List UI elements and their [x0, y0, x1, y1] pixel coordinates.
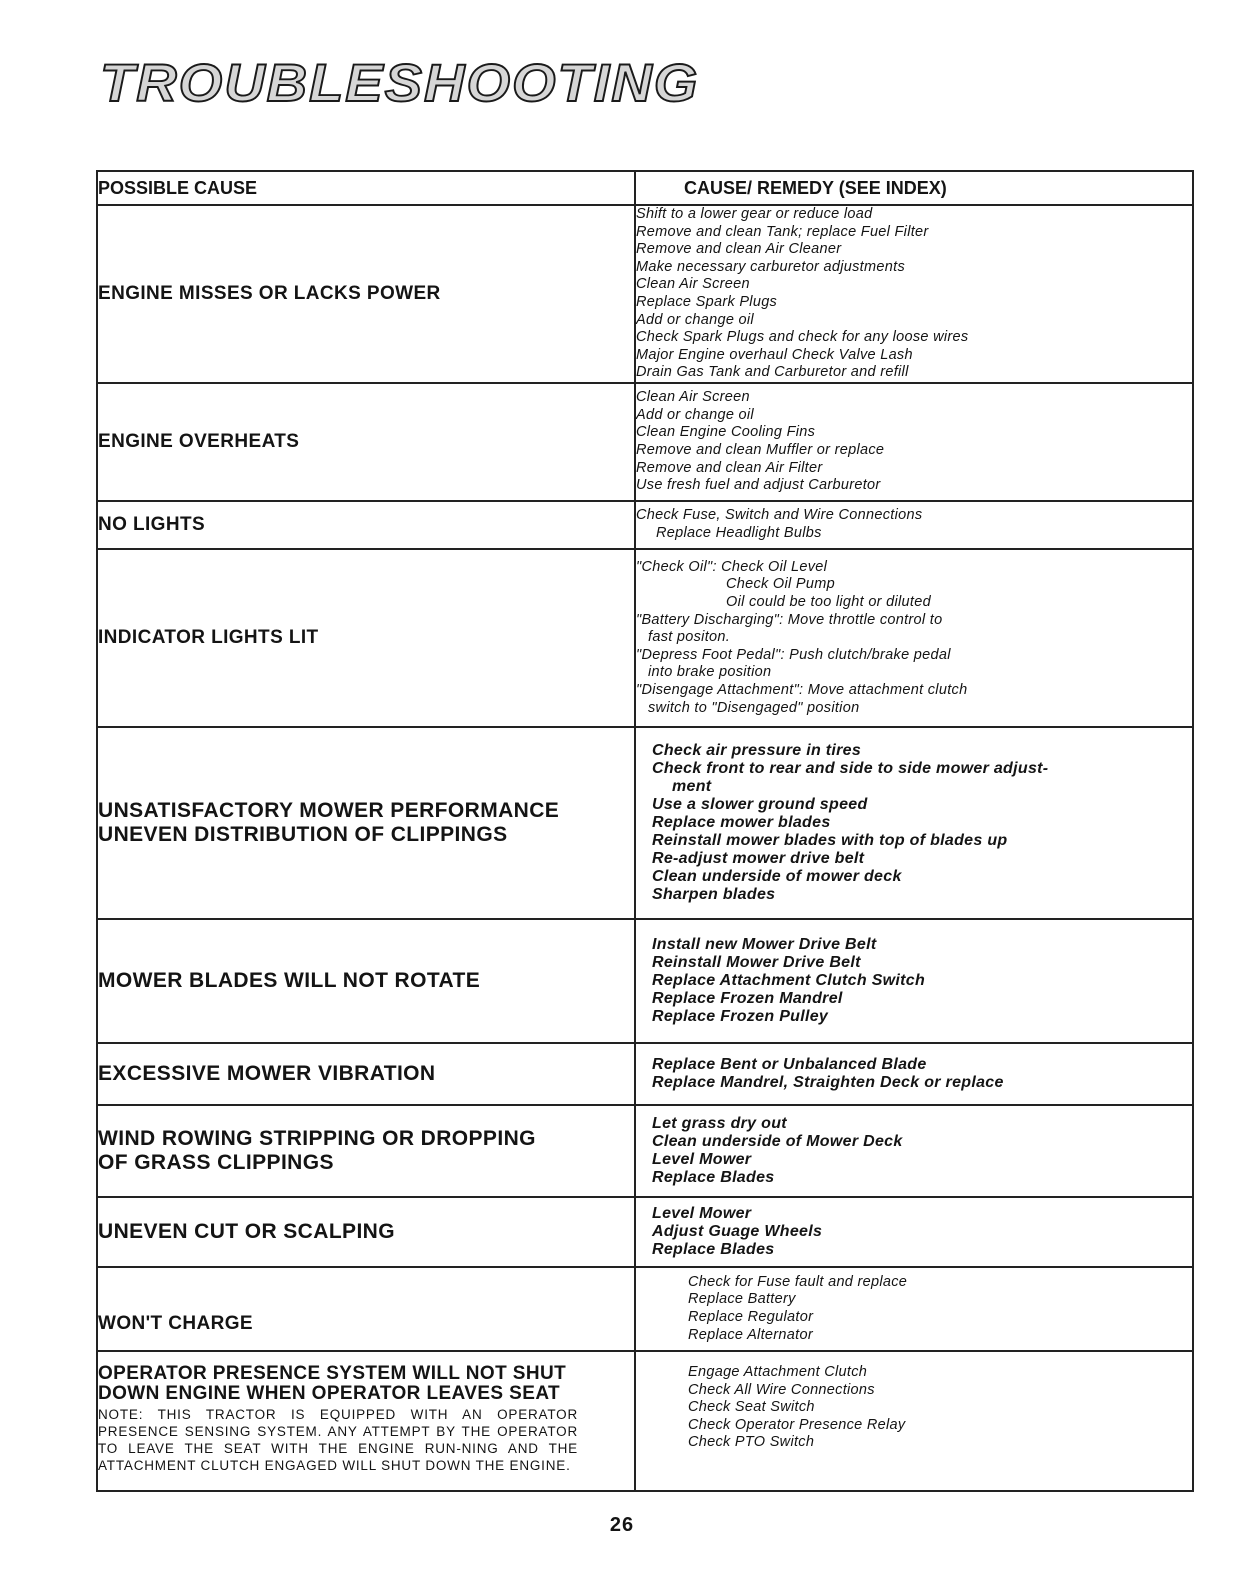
- cause-cell: ENGINE MISSES OR LACKS POWER: [97, 205, 635, 383]
- remedy-item: Replace Battery: [688, 1291, 796, 1308]
- cause-cell: MOWER BLADES WILL NOT ROTATE: [97, 919, 635, 1043]
- table-row: [97, 1197, 1193, 1267]
- remedy-cell: [635, 1267, 1193, 1351]
- cause-cell: [97, 1105, 635, 1197]
- remedy-cell: [635, 501, 1193, 549]
- cause-cell: ENGINE OVERHEATS: [97, 383, 635, 501]
- remedy-cell: [635, 1351, 1193, 1491]
- remedy-cell: [635, 727, 1193, 919]
- remedy-item: "Depress Foot Pedal": Push clutch/brake pedal: [636, 646, 951, 663]
- remedy-item: Replace Attachment Clutch Switch: [652, 972, 926, 989]
- cause-line: UNEVEN DISTRIBUTION OF CLIPPINGS: [98, 823, 508, 846]
- remedy-item: Check PTO Switch: [688, 1434, 815, 1451]
- remedy-cell: [635, 1105, 1193, 1197]
- table-row: [97, 383, 1193, 501]
- header-cause-remedy: CAUSE/ REMEDY (SEE INDEX): [635, 171, 1193, 205]
- remedy-item: Replace Spark Plugs: [636, 294, 778, 310]
- cause-cell: WON'T CHARGE: [97, 1267, 635, 1351]
- cause-line: OF GRASS CLIPPINGS: [98, 1151, 334, 1174]
- table-row: [97, 549, 1193, 727]
- remedy-item: Check Oil Pump: [726, 576, 835, 593]
- remedy-item: Replace Headlight Bulbs: [656, 525, 822, 541]
- remedy-item: Re-adjust mower drive belt: [652, 850, 865, 867]
- remedy-list: [652, 1056, 1192, 1092]
- remedy-item: Oil could be too light or diluted: [726, 594, 931, 611]
- cause-cell: INDICATOR LIGHTS LIT: [97, 549, 635, 727]
- remedy-item: Drain Gas Tank and Carburetor and refill: [636, 364, 909, 381]
- table-row: [97, 205, 1193, 383]
- remedy-item: Replace Bent or Unbalanced Blade: [652, 1056, 927, 1073]
- remedy-item: Replace Regulator: [688, 1309, 814, 1325]
- remedy-list: [652, 936, 1192, 1026]
- table-header-row: [97, 171, 1193, 205]
- remedy-list: [688, 1274, 1192, 1344]
- remedy-item: Check All Wire Connections: [688, 1381, 875, 1398]
- operator-presence-note: NOTE: THIS TRACTOR IS EQUIPPED WITH AN OPERATOR PRESENCE SENSING SYSTEM. ANY ATTEMPT BY THE OPERATOR TO LEAVE THE SEAT WITH THE ENGINE RUN-NING AND THE ATTACHMENT CLUTCH ENGAGED WILL SHUT DOWN THE ENGINE.: [98, 1407, 578, 1473]
- remedy-list: [636, 389, 1192, 495]
- remedy-item: Replace Alternator: [688, 1326, 813, 1343]
- cause-cell: NO LIGHTS: [97, 501, 635, 549]
- remedy-item: Clean Engine Cooling Fins: [636, 424, 816, 441]
- remedy-item: Clean Air Screen: [636, 389, 750, 406]
- remedy-item: Remove and clean Muffler or replace: [636, 442, 885, 458]
- remedy-item: Replace Blades: [652, 1241, 775, 1258]
- cause-line: DOWN ENGINE WHEN OPERATOR LEAVES SEAT: [98, 1383, 561, 1404]
- table-row: [97, 501, 1193, 549]
- remedy-list: [636, 507, 1192, 542]
- remedy-cell: [635, 1043, 1193, 1105]
- remedy-list: [636, 559, 1192, 717]
- page-number: 26: [609, 1514, 635, 1536]
- remedy-cell: [635, 549, 1193, 727]
- remedy-item: Make necessary carburetor adjustments: [636, 258, 905, 275]
- remedy-item: Replace Mandrel, Straighten Deck or replace: [652, 1074, 1004, 1091]
- remedy-item: into brake position: [648, 664, 772, 681]
- remedy-item: Install new Mower Drive Belt: [652, 936, 877, 953]
- remedy-item: fast positon.: [648, 629, 731, 646]
- remedy-item: Replace mower blades: [652, 814, 831, 831]
- remedy-item: Shift to a lower gear or reduce load: [636, 206, 873, 223]
- remedy-list: [636, 206, 1192, 382]
- remedy-item: Let grass dry out: [652, 1115, 787, 1132]
- remedy-item: "Disengage Attachment": Move attachment clutch: [636, 681, 968, 698]
- remedy-item: Replace Frozen Mandrel: [652, 990, 843, 1007]
- cause-cell: [97, 1351, 635, 1491]
- remedy-list: [688, 1364, 1192, 1452]
- remedy-item: Clean underside of Mower Deck: [652, 1133, 903, 1150]
- remedy-list: [652, 1205, 1192, 1259]
- cause-cell: [97, 727, 635, 919]
- remedy-item: Check front to rear and side to side mower adjust-: [652, 760, 1049, 777]
- remedy-item: Replace Frozen Pulley: [652, 1008, 829, 1025]
- remedy-item: Check Operator Presence Relay: [688, 1416, 906, 1433]
- remedy-item: ment: [672, 778, 712, 795]
- remedy-item: Check for Fuse fault and replace: [688, 1273, 908, 1290]
- remedy-item: Level Mower: [652, 1151, 752, 1168]
- remedy-item: Sharpen blades: [652, 886, 776, 903]
- remedy-item: Engage Attachment Clutch: [688, 1364, 868, 1380]
- remedy-item: Add or change oil: [636, 311, 754, 328]
- remedy-cell: [635, 1197, 1193, 1267]
- remedy-item: Use fresh fuel and adjust Carburetor: [636, 477, 881, 494]
- cause-cell: UNEVEN CUT OR SCALPING: [97, 1197, 635, 1267]
- remedy-item: Check Seat Switch: [688, 1399, 815, 1416]
- remedy-item: Major Engine overhaul Check Valve Lash: [636, 346, 913, 363]
- remedy-item: Reinstall mower blades with top of blades up: [652, 832, 1008, 849]
- remedy-item: Replace Blades: [652, 1169, 775, 1186]
- remedy-cell: [635, 383, 1193, 501]
- remedy-item: Clean underside of mower deck: [652, 868, 902, 885]
- remedy-cell: [635, 919, 1193, 1043]
- remedy-item: "Check Oil": Check Oil Level: [636, 558, 828, 575]
- remedy-item: Level Mower: [652, 1205, 752, 1222]
- cause-line: OPERATOR PRESENCE SYSTEM WILL NOT SHUT: [98, 1363, 567, 1384]
- remedy-item: Remove and clean Air Cleaner: [636, 241, 842, 258]
- page-title: TROUBLESHOOTING: [100, 52, 700, 113]
- remedy-item: Remove and clean Tank; replace Fuel Filter: [636, 223, 929, 240]
- header-possible-cause: POSSIBLE CAUSE: [97, 171, 635, 205]
- table-row: [97, 727, 1193, 919]
- table-row: [97, 1043, 1193, 1105]
- remedy-item: Check Spark Plugs and check for any loose wires: [636, 329, 969, 346]
- remedy-item: "Battery Discharging": Move throttle control to: [636, 611, 943, 628]
- remedy-cell: [635, 205, 1193, 383]
- remedy-item: Use a slower ground speed: [652, 796, 868, 813]
- table-row: [97, 1351, 1193, 1491]
- table-row: [97, 919, 1193, 1043]
- remedy-item: Reinstall Mower Drive Belt: [652, 954, 861, 971]
- remedy-list: [652, 1115, 1192, 1187]
- table-row: [97, 1267, 1193, 1351]
- remedy-item: Adjust Guage Wheels: [652, 1223, 823, 1240]
- remedy-item: Check air pressure in tires: [652, 742, 862, 759]
- remedy-list: [652, 742, 1192, 904]
- cause-line: UNSATISFACTORY MOWER PERFORMANCE: [98, 799, 560, 822]
- remedy-item: Remove and clean Air Filter: [636, 459, 823, 476]
- table-row: [97, 1105, 1193, 1197]
- remedy-item: Add or change oil: [636, 406, 754, 423]
- troubleshooting-table: [96, 170, 1194, 1492]
- cause-line: WIND ROWING STRIPPING OR DROPPING: [98, 1127, 536, 1150]
- remedy-item: Check Fuse, Switch and Wire Connections: [636, 507, 923, 524]
- remedy-item: Clean Air Screen: [636, 276, 750, 293]
- remedy-item: switch to "Disengaged" position: [648, 699, 860, 716]
- cause-cell: EXCESSIVE MOWER VIBRATION: [97, 1043, 635, 1105]
